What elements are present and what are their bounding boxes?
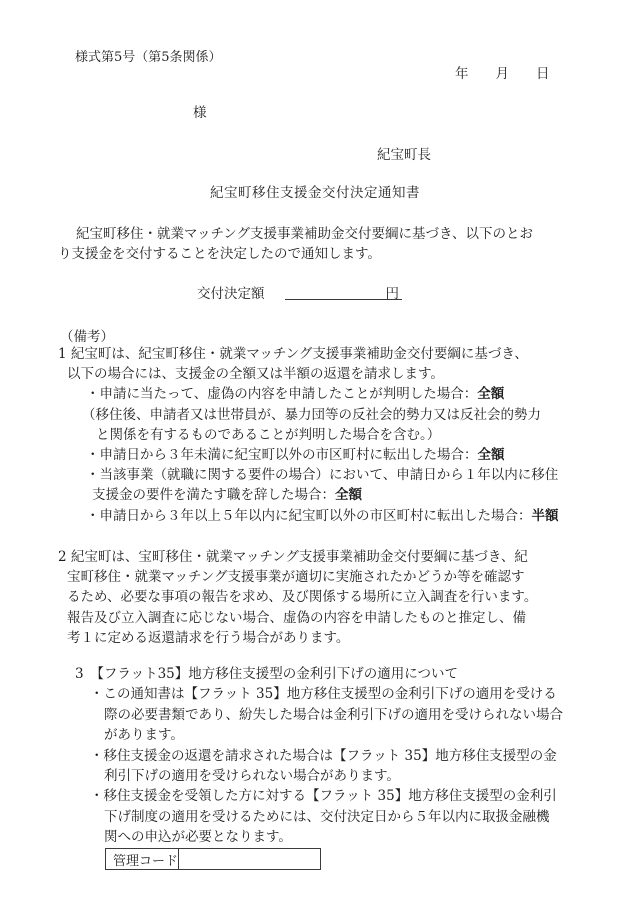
text-line: ・当該事業（就職に関する要件の場合）において、申請日から１年以内に移住 xyxy=(86,467,559,484)
text-line: ・申請日から３年以上５年以内に紀宝町以外の市区町村に転出した場合：半額 xyxy=(86,507,559,524)
notes-heading: （備考） xyxy=(60,329,114,345)
intro-paragraph xyxy=(58,224,533,264)
text-line: り支援金を交付することを決定したので通知します。 xyxy=(58,246,381,263)
text-line: ・申請日から３年未満に紀宝町以外の市区町村に転出した場合：全額 xyxy=(86,447,505,464)
note-item-1 xyxy=(58,344,559,526)
text-line: ・移住支援金の返還を請求された場合は【フラット 35】地方移住支援型の金 xyxy=(90,747,557,764)
text-line: 1 紀宝町は、紀宝町移住・就業マッチング支援事業補助金交付要綱に基づき、 xyxy=(58,346,528,362)
note-item-2 xyxy=(58,547,537,648)
text-line: 考１に定める返還請求を行う場合があります。 xyxy=(67,629,350,646)
text-line: 2 紀宝町は、宝町移住・就業マッチング支援事業補助金交付要綱に基づき、紀 xyxy=(58,549,528,565)
addressee-suffix: 様 xyxy=(193,105,207,121)
text-line: 報告及び立入調査に応じない場合、虚偽の内容を申請したものと推定し、備 xyxy=(67,609,526,626)
text-line: 支援金の要件を満たす職を辞した場合：全額 xyxy=(92,487,362,504)
text-line: 下げ制度の適用を受けるためには、交付決定日から５年以内に取扱金融機 xyxy=(104,808,550,825)
text-line: 関への申込が必要となります。 xyxy=(104,829,292,846)
text-line: ・移住支援金を受領した方に対する【フラット 35】地方移住支援型の金利引 xyxy=(90,788,557,805)
text-line: と関係を有するものであることが判明した場合を含む。） xyxy=(96,426,441,443)
sender-title: 紀宝町長 xyxy=(377,147,431,163)
amount-label: 交付決定額 xyxy=(197,286,265,302)
text-line: ・この通知書は【フラット 35】地方移住支援型の金利引下げの適用を受ける xyxy=(90,686,557,703)
management-code-label: 管理コード xyxy=(106,849,179,870)
text-line: 3 【フラット35】地方移住支援型の金利引下げの適用について xyxy=(75,666,458,682)
amount-blank-field: 円 xyxy=(285,282,402,300)
text-line: （移住後、申請者又は世帯員が、暴力団等の反社会的勢力又は反社会的勢力 xyxy=(82,406,541,423)
management-code-table xyxy=(105,848,321,870)
text-line: があります。 xyxy=(104,727,184,744)
note-item-3 xyxy=(58,664,563,848)
table-row xyxy=(106,849,321,870)
text-line: 利引下げの適用を受けられない場合があります。 xyxy=(104,768,400,785)
document-title: 紀宝町移住支援金交付決定通知書 xyxy=(210,185,420,201)
text-line: 紀宝町移住・就業マッチング支援事業補助金交付要綱に基づき、以下のとお xyxy=(76,226,533,242)
text-line: るため、必要な事項の報告を求め、及び関係する場所に立入調査を行います。 xyxy=(67,589,538,606)
form-number: 様式第5号（第5条関係） xyxy=(75,50,222,65)
management-code-value xyxy=(179,849,321,870)
text-line: 以下の場合には、支援金の全額又は半額の返還を請求します。 xyxy=(67,366,444,383)
text-line: ・申請に当たって、虚偽の内容を申請したことが判明した場合：全額 xyxy=(86,386,505,403)
text-line: 宝町移住・就業マッチング支援事業が適切に実施されたかどうか等を確認す xyxy=(67,569,525,586)
text-line: 際の必要書類であり、紛失した場合は金利引下げの適用を受けられない場合 xyxy=(104,706,563,723)
date-line: 年 月 日 xyxy=(455,66,550,82)
